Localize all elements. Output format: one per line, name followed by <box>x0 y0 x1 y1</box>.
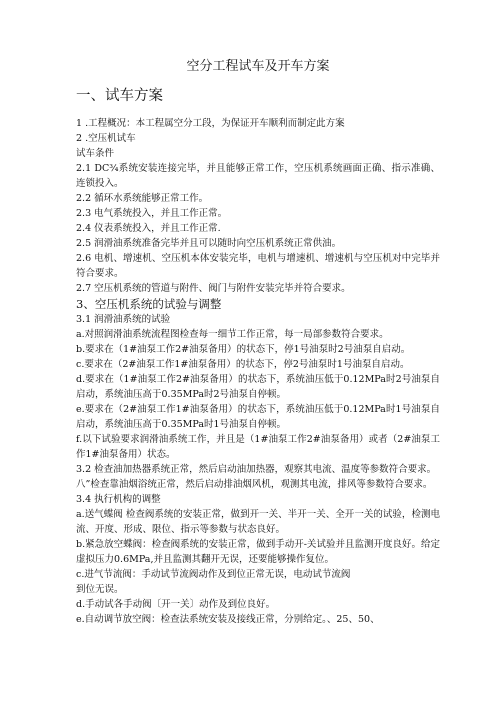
paragraph-trial-conditions: 试车条件 <box>76 148 115 159</box>
paragraph-3-4-d: d.手动试各手动阀〔开一关〕动作及到位良好。 <box>76 599 276 610</box>
paragraph-2-3: 2.3 电气系统投入，并且工作正常。 <box>76 208 228 219</box>
section-overview-block <box>76 116 440 296</box>
paragraph-3-1-b: b.要求在（1#油泵工作2#油泵备用）的状态下，停1号油泵时2号油泵自启动。 <box>76 344 411 355</box>
document-title: 空分工程试车及开车方案 <box>186 59 330 74</box>
paragraph-2-4: 2.4 仪表系统投入，并且工作正常. <box>76 223 221 234</box>
paragraph-3-4-c: c.进气节流阀：手动试节流阀动作及到位正常无误，电动试节流阀 <box>76 569 351 580</box>
paragraph-3-4: 3.4 执行机构的调整 <box>76 494 161 505</box>
paragraph-2-1: 2.1 DC¾系统安装连接完毕，并且能够正常工作，空压机系统画面正确、指示准确、连锁投入。 <box>76 163 440 189</box>
paragraph-compressor-trial: 2 .空压机试车 <box>76 133 136 144</box>
paragraph-3-4-b: b.紧急放空蝶阀：检查阀系统的安装正常，做到手动开-关试验并且监测开度良好。给定虚拟压力0.6MPa,并且监测其翻开无误，还要能够操作复位。 <box>76 539 440 565</box>
paragraph-3-4-a: a.送气蝶阀 检查阀系统的安装正常，做到开一关、半开一关、全开一关的试验，检测电流、开度、形成、限位、指示等参数与状态良好。 <box>76 509 440 535</box>
paragraph-3-4-e: e.自动调节放空阀：检查法系统安装及接线正常，分别给定。、25、50、 <box>76 614 380 625</box>
paragraph-2-6: 2.6 电机、增速机、空压机本体安装完毕，电机与增速机、增速机与空压机对中完毕并符合要求。 <box>76 253 440 279</box>
paragraph-3-4-c-cont: 到位无误。 <box>76 584 124 595</box>
paragraph-3-2: 3.2 检查油加热器系统正常，然后启动油加热器，观察其电流、温度等参数符合要求。 <box>76 464 437 475</box>
section-heading-system-test: 3、空压机系统的试验与调整 <box>76 297 222 311</box>
section-heading-test-plan: 一、试车方案 <box>76 88 163 104</box>
paragraph-2-5: 2.5 润滑油系统准备完毕并且可以随时向空压机系统正常供油。 <box>76 238 342 249</box>
paragraph-3-1-e: e.要求在（2#油泵工作1#油泵备用）的状态下，系统油压低于0.12MPa时1号油泵自启动，系统油压高于0.35MPa时1号油泵自停顿。 <box>76 404 440 430</box>
paragraph-2-2: 2.2 循环水系统能够正常工作。 <box>76 193 209 204</box>
paragraph-3-1-c: c.要求在（2#油泵工作1#油泵备用）的状态下，停2号油泵时1号油泵自启动。 <box>76 359 410 370</box>
section-test-adjust-block <box>76 312 440 627</box>
paragraph-3-1-a: a.对照润滑油系统流程图检查每一细节工作正常，每一局部参数符合要求。 <box>76 329 389 340</box>
paragraph-3-1-f: f.以下试验要求润滑油系统工作，并且是（1#油泵工作2#油泵备用）或者（2#油泵工作1#油泵备用）状态。 <box>76 434 440 460</box>
paragraph-3-1-d: d.要求在（1#油泵工作2#油泵备用）的状态下，系统油压低于0.12MPa时2号油泵自启动，系统油压高于0.35MPa时2号油泵自停顿。 <box>76 374 440 400</box>
paragraph-project-overview: 1 .工程概况：本工程属空分工段，为保证开车顺利而制定此方案 <box>76 118 345 129</box>
paragraph-3-3: 八”检查靠油烟浴统正常，然后启动排油烟风机，观测其电流，排风等参数符合要求。 <box>76 479 433 490</box>
paragraph-2-7: 2.7 空压机系统的管道与附件、阀门与附件安装完毕并符合要求。 <box>76 283 351 294</box>
paragraph-3-1: 3.1 润滑油系统的试验 <box>76 314 171 325</box>
